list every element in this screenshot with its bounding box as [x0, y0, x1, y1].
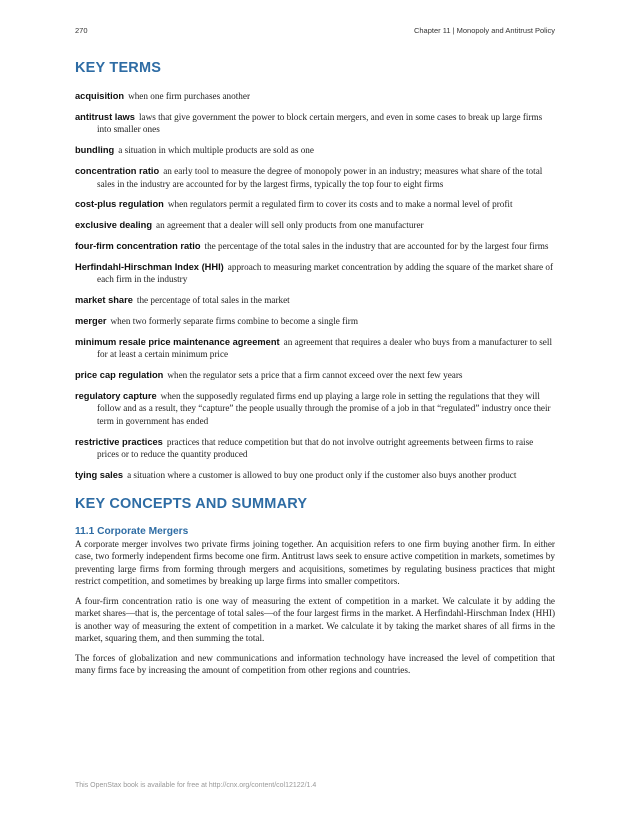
summary-paragraph: A four-firm concentration ratio is one way of measuring the extent of competition in a market. We calculate it by adding the market shares—that is, the percentage of total sales—of the four largest firms in the market. A Herfindahl-Hirschman Index (HHI) is another way of measuring the extent of competition in a market. We calculate it by taking the market shares of all firms in the market, squaring them, and then summing the total.	[75, 595, 555, 644]
term-name: exclusive dealing	[75, 220, 152, 231]
term-definition: when the regulator sets a price that a firm cannot exceed over the next few years	[167, 369, 463, 380]
term-definition: approach to measuring market concentration by adding the square of the market share of each firm in the industry	[97, 261, 554, 285]
term-entry	[75, 261, 555, 286]
term-entry	[75, 240, 555, 253]
term-name: cost-plus regulation	[75, 199, 164, 210]
term-entry	[75, 469, 555, 482]
summary-paragraph: The forces of globalization and new communications and information technology have increased the level of competition that many firms face by increasing the amount of competition from other regions and countries.	[75, 652, 555, 676]
term-definition: an early tool to measure the degree of monopoly power in an industry; measures what share of the total sales in the industry are accounted for by the largest firms, typically the top four to eight firms	[97, 165, 543, 189]
term-definition: when two formerly separate firms combine to become a single firm	[110, 315, 359, 326]
page-header	[75, 26, 555, 35]
term-definition: laws that give government the power to block certain mergers, and even in some cases to break up large firms into smaller ones	[97, 111, 543, 135]
key-terms-heading: KEY TERMS	[75, 60, 162, 76]
page-number: 270	[75, 26, 88, 35]
term-name: antitrust laws	[75, 111, 135, 122]
term-entry	[75, 144, 555, 157]
term-name: acquisition	[75, 91, 125, 101]
key-terms-list	[75, 90, 555, 482]
term-name: four-firm concentration ratio	[75, 240, 201, 251]
term-name: Herfindahl-Hirschman Index (HHI)	[75, 261, 224, 272]
term-name: bundling	[75, 145, 115, 156]
term-name: minimum resale price maintenance agreement	[75, 336, 280, 347]
term-definition: the percentage of total sales in the market	[136, 295, 290, 306]
term-name: restrictive practices	[75, 436, 163, 447]
term-name: concentration ratio	[75, 165, 160, 176]
section-title: 11.1 Corporate Mergers	[75, 525, 189, 537]
term-entry	[75, 436, 555, 461]
page-footer: This OpenStax book is available for free at http://cnx.org/content/col12122/1.4	[75, 782, 317, 789]
term-name: market share	[75, 295, 133, 306]
term-entry	[75, 198, 555, 211]
term-name: merger	[75, 315, 107, 326]
term-definition: an agreement that requires a dealer who buys from a manufacturer to sell for at least a certain minimum price	[97, 336, 552, 360]
term-entry	[75, 315, 555, 328]
term-name: tying sales	[75, 470, 124, 481]
term-entry	[75, 294, 555, 307]
term-entry	[75, 219, 555, 232]
term-name: price cap regulation	[75, 369, 164, 380]
term-definition: a situation in which multiple products are sold as one	[118, 145, 314, 156]
summary-paragraph: A corporate merger involves two private firms joining together. An acquisition refers to one firm buying another firm. In either case, two formerly independent firms become one firm. Antitrust laws seek to ensure active competition in markets, sometimes by preventing large firms from forming through mergers and acquisitions, sometimes by regulating business practices that might restrict competition, and sometimes by breaking up large firms into smaller competitors.	[75, 538, 555, 587]
term-entry	[75, 111, 555, 136]
term-definition: an agreement that a dealer will sell only products from one manufacturer	[156, 220, 424, 231]
term-definition: when the supposedly regulated firms end up playing a large role in setting the regulations that they will follow and as a result, they “capture” the people usually through the promise of a job in that “regulated” industry once their term in government has ended	[97, 390, 551, 426]
term-definition: when regulators permit a regulated firm to cover its costs and to make a normal level of profit	[167, 199, 513, 210]
term-definition: when one firm purchases another	[128, 91, 251, 101]
chapter-title: Chapter 11 | Monopoly and Antitrust Policy	[413, 26, 555, 35]
term-name: regulatory capture	[75, 390, 157, 401]
term-entry	[75, 165, 555, 190]
term-definition: the percentage of the total sales in the industry that are accounted for by the largest four firms	[204, 240, 549, 251]
term-definition: practices that reduce competition but that do not involve outright agreements between firms to raise prices or to reduce the quantity produced	[97, 436, 534, 460]
term-entry	[75, 90, 555, 103]
page-content	[75, 60, 555, 684]
summary-heading: KEY CONCEPTS AND SUMMARY	[75, 495, 308, 512]
term-definition: a situation where a customer is allowed to buy one product only if the customer also buys another product	[127, 470, 517, 481]
term-entry	[75, 369, 555, 382]
term-entry	[75, 336, 555, 361]
term-entry	[75, 390, 555, 428]
